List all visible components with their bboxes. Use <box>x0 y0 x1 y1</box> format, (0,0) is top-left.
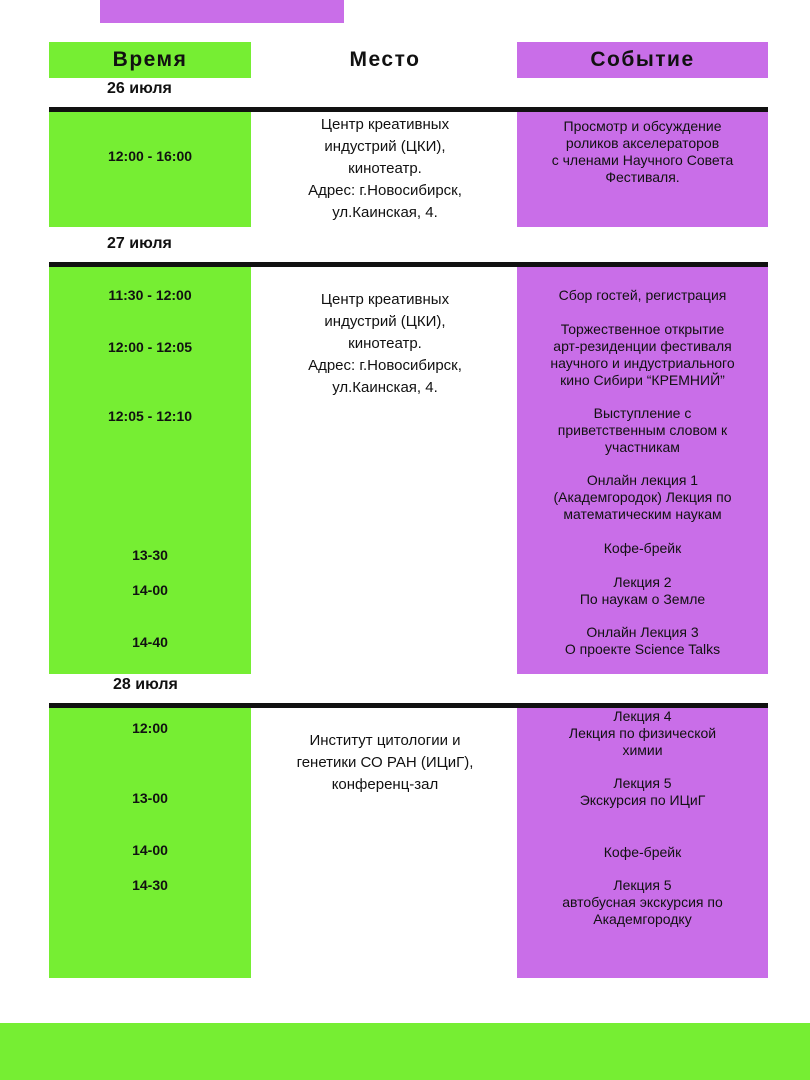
event-line: с членами Научного Совета <box>551 152 734 168</box>
event-item <box>523 287 762 304</box>
day-date: 28 июля <box>113 676 178 693</box>
venue-line: Адрес: г.Новосибирск, <box>308 357 462 374</box>
event-line: Лекция по физической <box>568 725 717 741</box>
day-date: 27 июля <box>107 235 172 252</box>
time-column <box>49 112 251 227</box>
venue-line: кинотеатр. <box>348 335 422 352</box>
time-slot: 12:00 - 16:00 <box>107 148 193 164</box>
event-item <box>523 321 762 389</box>
event-item <box>523 624 762 658</box>
header-event: Событие <box>517 42 768 78</box>
venue-line: генетики СО РАН (ИЦиГ), <box>296 754 474 771</box>
venue-line: ул.Каинская, 4. <box>332 204 438 221</box>
venue-line: конференц-зал <box>331 776 439 793</box>
venue-block <box>272 114 498 224</box>
event-line: Лекция 4 <box>613 708 672 724</box>
time-slot: 14-40 <box>132 634 168 650</box>
event-line: (Академгородок) Лекция по <box>553 489 732 505</box>
venue-line: кинотеатр. <box>348 160 422 177</box>
time-slot: 12:05 - 12:10 <box>107 408 193 424</box>
venue-line: ул.Каинская, 4. <box>332 379 438 396</box>
time-slot: 12:00 - 12:05 <box>107 339 193 355</box>
event-item <box>523 708 762 759</box>
event-item <box>523 405 762 456</box>
event-line: химии <box>622 742 663 758</box>
event-line: Экскурсия по ИЦиГ <box>579 792 706 808</box>
event-line: Онлайн Лекция 3 <box>586 624 699 640</box>
day-date: 26 июля <box>107 80 172 97</box>
event-line: Академгородку <box>593 911 692 927</box>
time-slot: 14-00 <box>132 842 168 858</box>
event-line: научного и индустриального <box>550 355 735 371</box>
event-line: Лекция 5 <box>613 877 672 893</box>
top-accent-bar <box>100 0 344 23</box>
event-item <box>523 775 762 809</box>
event-line: О проекте Science Talks <box>564 641 721 657</box>
venue-line: индустрий (ЦКИ), <box>324 138 446 155</box>
time-slot: 11:30 - 12:00 <box>108 287 192 303</box>
header-place: Место <box>349 48 421 71</box>
event-line: Лекция 2 <box>613 574 672 590</box>
event-line: Кофе-брейк <box>603 844 682 860</box>
event-line: автобусная экскурсия по <box>562 894 723 910</box>
event-item <box>523 574 762 608</box>
header-time: Время <box>49 42 251 78</box>
event-line: Фестиваля. <box>605 169 680 185</box>
event-line: Торжественное открытие <box>560 321 725 337</box>
event-line: Просмотр и обсуждение <box>563 118 722 134</box>
event-line: Лекция 5 <box>613 775 672 791</box>
event-item <box>523 877 762 928</box>
time-slot: 14-30 <box>132 877 168 893</box>
venue-line: Адрес: г.Новосибирск, <box>308 182 462 199</box>
time-slot: 14-00 <box>132 582 168 598</box>
event-line: Сбор гостей, регистрация <box>558 287 727 303</box>
event-item <box>523 540 762 557</box>
event-line: арт-резиденции фестиваля <box>553 338 732 354</box>
event-line: участникам <box>605 439 680 455</box>
event-line: кино Сибири “КРЕМНИЙ” <box>560 372 725 388</box>
bottom-accent-bar <box>0 1023 810 1080</box>
event-item <box>523 118 762 186</box>
event-line: По наукам о Земле <box>579 591 706 607</box>
event-line: Онлайн лекция 1 <box>586 472 699 488</box>
event-line: Выступление с <box>593 405 692 421</box>
event-line: роликов акселераторов <box>565 135 720 151</box>
event-line: Кофе-брейк <box>603 540 682 556</box>
event-line: математическим наукам <box>563 506 722 522</box>
time-slot: 13-30 <box>132 547 168 563</box>
venue-line: Институт цитологии и <box>309 732 461 749</box>
time-slot: 13-00 <box>132 790 168 806</box>
event-item <box>523 844 762 861</box>
venue-block <box>272 730 498 796</box>
event-item <box>523 472 762 523</box>
venue-line: Центр креативных <box>320 291 450 308</box>
time-slot: 12:00 <box>132 720 168 736</box>
venue-line: индустрий (ЦКИ), <box>324 313 446 330</box>
time-column <box>49 267 251 674</box>
venue-block <box>272 289 498 399</box>
event-line: приветственным словом к <box>557 422 728 438</box>
venue-line: Центр креативных <box>320 116 450 133</box>
